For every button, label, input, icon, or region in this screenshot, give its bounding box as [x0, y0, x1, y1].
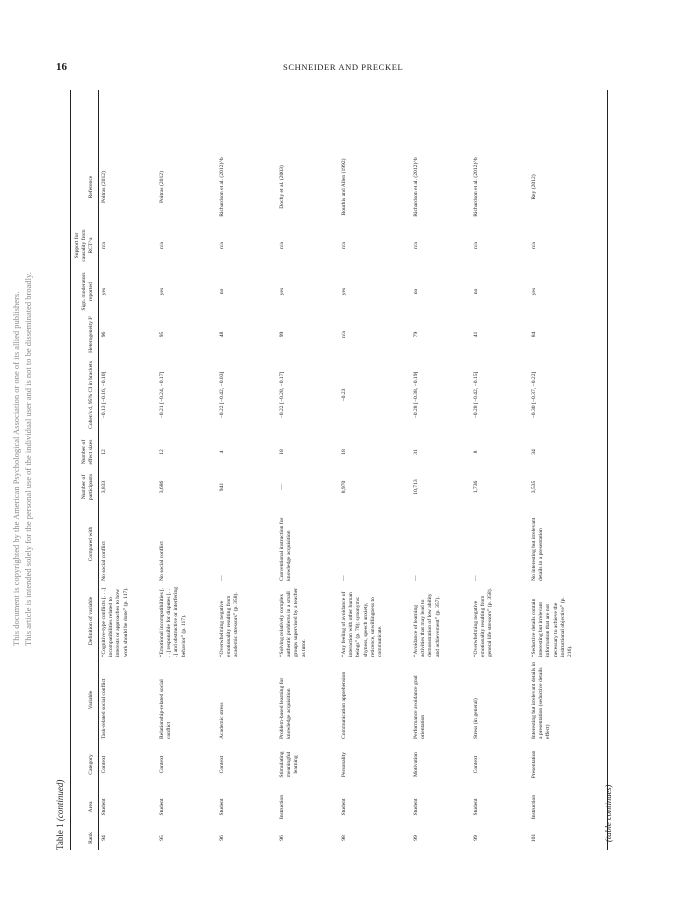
- cell-moderators: yes: [531, 287, 537, 296]
- cell-compared: No social conflict: [101, 541, 107, 581]
- header-support: Support for causality from RCT^a: [74, 229, 94, 262]
- copyright-line-2: This article is intended solely for the personal use of the individual user and is not to be disseminated broadly.: [23, 272, 33, 646]
- cell-area: Student: [413, 798, 419, 816]
- cell-effect-sizes: 34: [531, 449, 537, 455]
- header-reference: Reference: [88, 175, 94, 199]
- cell-cohens-d: −0.22 [−0.42, −0.03]: [219, 371, 225, 419]
- cell-rank: 101: [531, 833, 537, 843]
- cell-effect-sizes: 18: [279, 449, 285, 455]
- cell-heterogeneity: 79: [413, 331, 419, 338]
- cell-variable: Academic stress: [219, 702, 225, 739]
- cell-effect-sizes: 8: [473, 450, 479, 454]
- cell-reference: Richardson et al. (2012)^b: [473, 157, 479, 217]
- cell-definition: “Any feeling of avoidance of interaction with other human beings” (p. 70); synonyms: shyness, speech anxiety, reticence, unwillingness to communicate.: [341, 591, 384, 657]
- cell-cohens-d: −0.23: [341, 388, 347, 402]
- cell-heterogeneity: 41: [473, 331, 479, 338]
- cell-moderators: no: [413, 288, 419, 295]
- cell-reference: Poitras (2012): [159, 171, 165, 203]
- cell-effect-sizes: 4: [219, 450, 225, 454]
- table-continues-note: (table continues): [603, 784, 613, 842]
- table-header-row: [71, 90, 99, 850]
- cell-area: Student: [473, 798, 479, 816]
- cell-support: n/a: [531, 242, 537, 249]
- cell-support: n/a: [159, 242, 165, 249]
- cell-definition: “Solving relatively complex authentic problems in a small groups supervised by a teacher as tutor.: [279, 588, 307, 657]
- cell-variable: Communication apprehension: [341, 671, 347, 739]
- cell-area: Student: [219, 798, 225, 816]
- cell-rank: 96: [219, 835, 225, 841]
- header-variable: Variable: [88, 690, 94, 710]
- cell-moderators: yes: [341, 287, 347, 296]
- cell-rank: 99: [413, 835, 419, 841]
- cell-participants: 941: [219, 482, 225, 492]
- cell-area: Instruction: [531, 794, 537, 820]
- cell-category: Presentation: [531, 750, 537, 779]
- cell-cohens-d: −0.22 [−0.28, −0.17]: [279, 371, 285, 419]
- cell-category: Motivation: [413, 752, 419, 777]
- cell-cohens-d: −0.28 [−0.42, −0.15]: [473, 371, 479, 419]
- cell-support: n/a: [341, 242, 347, 249]
- cell-compared: Conventional instruction for knowledge acquisition: [279, 517, 293, 581]
- cell-moderators: yes: [101, 287, 107, 296]
- cell-moderators: no: [473, 288, 479, 295]
- table-row: [471, 90, 529, 850]
- cell-compared: No social conflict: [159, 541, 165, 581]
- cell-compared: —: [219, 575, 225, 581]
- cell-category: Context: [101, 755, 107, 774]
- rotated-table-block: [55, 90, 620, 850]
- results-table: [70, 90, 608, 850]
- cell-participants: 10,713: [413, 479, 419, 495]
- cell-variable: Interesting but irrelevant details in a presentation (seductive details effect): [531, 661, 552, 739]
- cell-effect-sizes: 18: [341, 449, 347, 455]
- cell-heterogeneity: 84: [531, 331, 537, 338]
- cell-area: Student: [341, 798, 347, 816]
- cell-compared: —: [473, 575, 479, 581]
- cell-compared: —: [413, 575, 419, 581]
- cell-participants: 3,535: [531, 480, 537, 494]
- cell-category: Personality: [341, 751, 347, 778]
- table-row: [99, 90, 157, 850]
- cell-definition: “Avoidance of learning activities that may lead to demonstration of low ability and achievement” (p. 357).: [413, 593, 441, 657]
- cell-variable: Performance avoidance goal orientation: [413, 675, 427, 739]
- cell-definition: “Cognitive-type conflicts [. . .] incompatibilities related to interests or approaches to how work should be done” (p. 117).: [101, 587, 129, 657]
- table-row: [157, 90, 217, 850]
- cell-effect-sizes: 31: [413, 449, 419, 455]
- cell-category: Context: [473, 755, 479, 774]
- cell-reference: Dochy et al. (2003): [279, 165, 285, 209]
- page-number: 16: [56, 61, 67, 73]
- cell-support: n/a: [219, 242, 225, 249]
- cell-rank: 94: [101, 835, 107, 841]
- header-cohens-d: Cohen's d, 95% CI in brackets: [88, 361, 94, 429]
- table-caption-label: Table 1: [55, 821, 65, 850]
- cell-variable: Task-related social conflict: [101, 678, 107, 739]
- cell-variable: Stress (in general): [473, 698, 479, 739]
- cell-cohens-d: −0.21 [−0.24, −0.17]: [159, 371, 165, 419]
- table-row: [277, 90, 339, 850]
- cell-variable: Problem-based learning for knowledge acquisition: [279, 677, 293, 739]
- cell-compared: No interesting but irrelevant details in a presentation: [531, 517, 545, 581]
- cell-category: Context: [159, 755, 165, 774]
- header-heterogeneity: Heterogeneity I²: [88, 316, 94, 353]
- cell-heterogeneity: n/a: [341, 331, 347, 338]
- table-row: [529, 90, 603, 850]
- cell-effect-sizes: 12: [101, 449, 107, 455]
- cell-rank: 98: [341, 835, 347, 841]
- cell-participants: —: [279, 484, 285, 490]
- header-compared: Compared with: [88, 526, 94, 562]
- cell-heterogeneity: 95: [159, 331, 165, 338]
- cell-reference: Bourhis and Allen (1992): [341, 158, 347, 216]
- running-head: SCHNEIDER AND PRECKEL: [283, 62, 404, 72]
- cell-definition: “Overwhelming negative emotionality resulting from academic stressors” (p. 358).: [219, 592, 240, 657]
- cell-heterogeneity: 96: [101, 331, 107, 338]
- cell-definition: “Emotional incompatibilities [. . .] responsible for disputes [. . .] and obstructive or interfering behavior” (p. 117).: [159, 586, 187, 657]
- header-definition: Definition of variable: [88, 596, 94, 646]
- cell-participants: 3,686: [159, 480, 165, 494]
- table-bottom-rule: [607, 90, 608, 850]
- cell-category: Context: [219, 755, 225, 774]
- cell-cohens-d: −0.30 [−0.37, −0.22]: [531, 371, 537, 419]
- cell-participants: 3,833: [101, 480, 107, 494]
- cell-reference: Richardson et al. (2012)^b: [413, 157, 419, 217]
- cell-definition: “Overwhelming negative emotionality resulting from general life stressors” (p. 358).: [473, 588, 494, 657]
- cell-support: n/a: [473, 242, 479, 249]
- cell-moderators: no: [219, 288, 225, 295]
- header-area: Area: [88, 801, 94, 813]
- cell-moderators: yes: [279, 287, 285, 296]
- header-rank: Rank: [88, 832, 94, 844]
- cell-compared: —: [341, 575, 347, 581]
- cell-variable: Relationship-related social conflict: [159, 679, 173, 739]
- cell-rank: 96: [279, 835, 285, 841]
- cell-heterogeneity: 99: [279, 331, 285, 338]
- cell-support: n/a: [413, 242, 419, 249]
- table-row: [339, 90, 411, 850]
- cell-area: Instruction: [279, 794, 285, 820]
- copyright-line-1: This document is copyrighted by the American Psychological Association or one of its allied publishers.: [11, 291, 21, 646]
- cell-moderators: yes: [159, 287, 165, 296]
- cell-reference: Richardson et al. (2012)^b: [219, 157, 225, 217]
- cell-reference: Rey (2012): [531, 174, 537, 200]
- table-caption-note: (continued): [55, 779, 65, 822]
- header-moderators: Sign. moderators reported: [81, 272, 94, 311]
- cell-area: Student: [101, 798, 107, 816]
- cell-rank: 99: [473, 835, 479, 841]
- cell-reference: Poitras (2012): [101, 171, 107, 203]
- header-participants: Number of participants: [81, 473, 94, 501]
- copyright-notice: [10, 26, 34, 646]
- table-caption: [55, 780, 65, 850]
- table-row: [411, 90, 471, 850]
- cell-participants: 1,736: [473, 480, 479, 494]
- cell-support: n/a: [279, 242, 285, 249]
- cell-heterogeneity: 48: [219, 331, 225, 338]
- cell-support: n/a: [101, 242, 107, 249]
- table-row: [217, 90, 277, 850]
- cell-rank: 95: [159, 835, 165, 841]
- cell-definition: “Seductive details contain interesting but irrelevant information that are not necessary to achieve the instructional objective” (p. 216).: [531, 597, 574, 657]
- cell-cohens-d: −0.13 [−0.16, −0.10]: [101, 371, 107, 419]
- cell-participants: 8,970: [341, 480, 347, 494]
- cell-cohens-d: −0.28 [−0.38, −0.19]: [413, 371, 419, 419]
- cell-area: Student: [159, 798, 165, 816]
- header-category: Category: [88, 754, 94, 775]
- header-effect-sizes: Number of effect sizes: [81, 439, 94, 465]
- cell-effect-sizes: 12: [159, 449, 165, 455]
- cell-category: Stimulating meaningful learning: [279, 751, 300, 778]
